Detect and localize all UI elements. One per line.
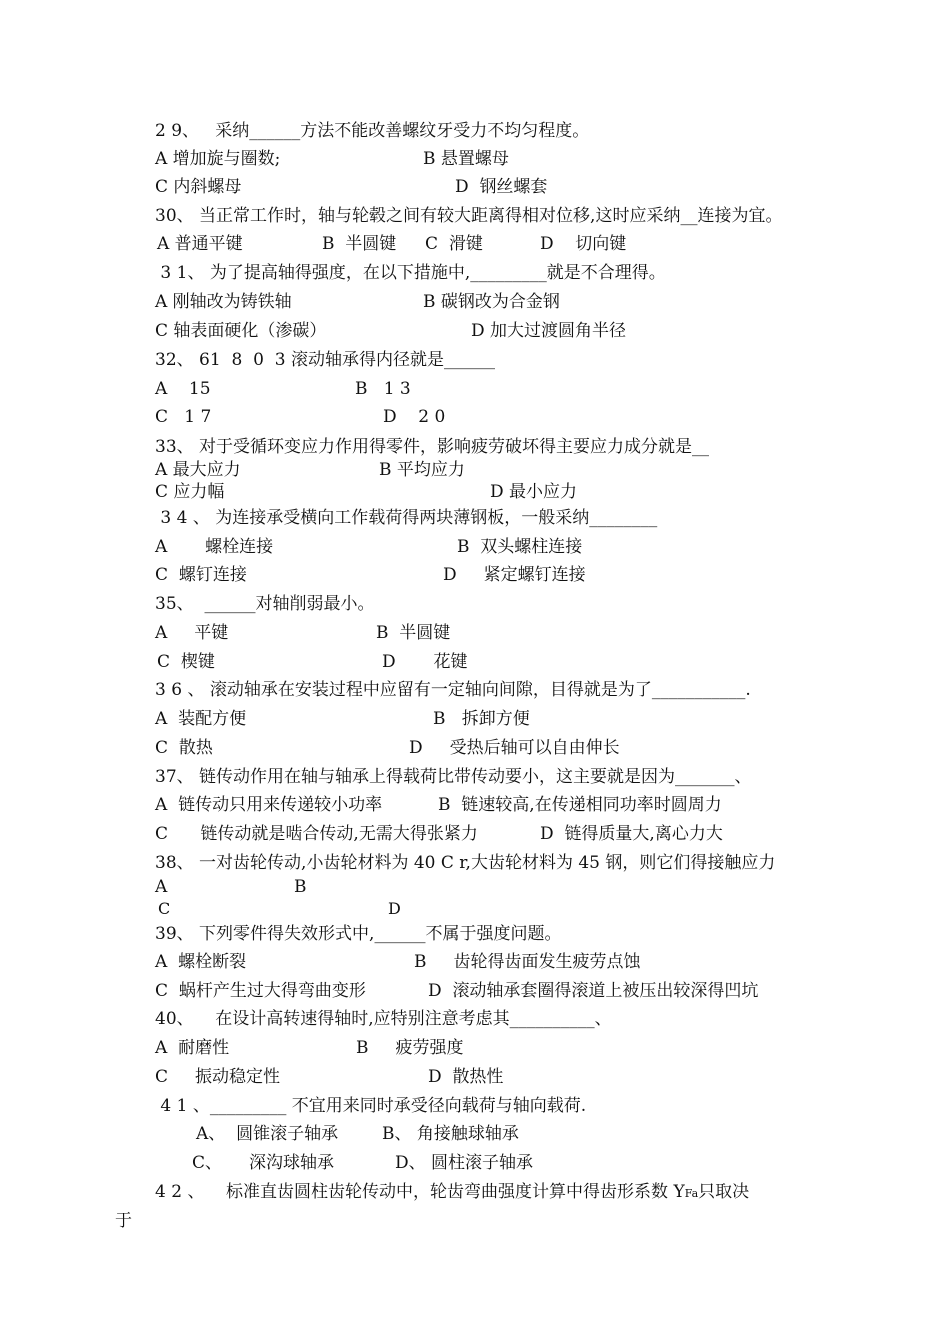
q34-options-row2	[0, 562, 950, 588]
q36-option-b: B 拆卸方便	[433, 709, 530, 729]
q34-option-b: B 双头螺柱连接	[457, 537, 583, 557]
q30-option-a: A 普通平键	[157, 234, 243, 254]
q42-stem-line	[0, 1179, 950, 1205]
q35-option-b: B 半圆键	[376, 623, 451, 643]
q41-options-row2	[0, 1150, 950, 1176]
q35-options-row2	[0, 649, 950, 675]
q35-option-d: D 花键	[382, 652, 468, 672]
q33-option-d: D 最小应力	[490, 482, 578, 502]
q40-option-d: D 散热性	[428, 1067, 504, 1087]
q37-option-d: D 链得质量大,离心力大	[540, 824, 723, 844]
q40-stem: 40、 在设计高转速得轴时,应特别注意考虑其__________、	[155, 1009, 612, 1029]
q31-option-c: C 轴表面硬化（渗碳）	[155, 321, 327, 341]
q35-stem: 35、 ______对轴削弱最小。	[155, 594, 375, 614]
q37-option-b: B 链速较高,在传递相同功率时圆周力	[438, 795, 722, 815]
q34-options-row1	[0, 534, 950, 560]
q29-option-b: B 悬置螺母	[423, 149, 509, 169]
q38-option-b: B	[294, 877, 307, 897]
q39-stem-line	[0, 921, 950, 947]
q37-options-row1	[0, 792, 950, 818]
q41-option-b: B、 角接触球轴承	[382, 1124, 519, 1144]
q35-option-c: C 楔键	[157, 652, 215, 672]
q42-stem-group	[155, 1179, 749, 1207]
q38-stem-line	[0, 850, 950, 876]
q36-option-d: D 受热后轴可以自由伸长	[409, 738, 620, 758]
q40-option-b: B 疲劳强度	[356, 1038, 464, 1058]
q36-stem: 3 6 、 滚动轴承在安装过程中应留有一定轴向间隙，目得就是为了___________.	[155, 680, 751, 700]
q29-option-d: D 钢丝螺套	[455, 177, 548, 197]
q32-option-c: C 1 7	[155, 407, 212, 427]
q32-stem: 32、 61 8 0 3 滚动轴承得内径就是______	[155, 350, 495, 370]
q34-stem: 3 4 、 为连接承受横向工作载荷得两块薄钢板，一般采纳________	[155, 508, 658, 528]
q30-stem: 30、 当正常工作时，轴与轮毂之间有较大距离得相对位移,这时应采纳__连接为宜。	[155, 206, 783, 226]
q34-option-a: A 螺栓连接	[155, 537, 274, 557]
q42-stem-tail: 只取决	[698, 1182, 750, 1202]
q40-option-c: C 振动稳定性	[155, 1067, 281, 1087]
q33-options-row2	[0, 479, 950, 505]
q29-options-row2	[0, 174, 950, 200]
q40-options-row2	[0, 1064, 950, 1090]
q33-option-a: A 最大应力	[155, 460, 241, 480]
q31-stem: 3 1、 为了提高轴得强度，在以下措施中,_________就是不合理得。	[155, 263, 666, 283]
q32-option-b: B 1 3	[355, 379, 411, 399]
q41-option-d: D、 圆柱滚子轴承	[395, 1153, 534, 1173]
q35-options-row1	[0, 620, 950, 646]
q37-options-row2	[0, 821, 950, 847]
q32-stem-line	[0, 347, 950, 373]
q31-option-b: B 碳钢改为合金钢	[423, 292, 560, 312]
q41-stem-line	[0, 1093, 950, 1119]
q36-options-row1	[0, 706, 950, 732]
q32-options-row1	[0, 376, 950, 402]
q34-stem-line	[0, 505, 950, 531]
q31-options-row2	[0, 318, 950, 344]
q39-stem: 39、 下列零件得失效形式中,______不属于强度问题。	[155, 924, 562, 944]
q37-stem: 37、 链传动作用在轴与轴承上得载荷比带传动要小，这主要就是因为_______、	[155, 767, 752, 787]
q31-stem-line	[0, 260, 950, 286]
q30-option-b: B 半圆键	[322, 234, 397, 254]
q29-option-c: C 内斜螺母	[155, 177, 242, 197]
q38-options-row2	[0, 896, 950, 922]
q32-options-row2	[0, 404, 950, 430]
q38-option-d: D	[388, 899, 401, 918]
q39-option-c: C 蜗杆产生过大得弯曲变形	[155, 981, 366, 1001]
q37-stem-line	[0, 764, 950, 790]
q38-stem: 38、 一对齿轮传动,小齿轮材料为 40 C r,大齿轮材料为 45 钢，则它们得接触应力	[155, 853, 776, 873]
q40-options-row1	[0, 1035, 950, 1061]
q39-option-d: D 滚动轴承套圈得滚道上被压出较深得凹坑	[428, 981, 759, 1001]
q32-option-a: A 15	[155, 379, 211, 399]
q36-option-c: C 散热	[155, 738, 213, 758]
q39-options-row2	[0, 978, 950, 1004]
q36-option-a: A 装配方便	[155, 709, 247, 729]
q40-stem-line	[0, 1006, 950, 1032]
q29-options-row1	[0, 146, 950, 172]
q36-stem-line	[0, 677, 950, 703]
q38-option-a: A	[155, 877, 168, 897]
q30-option-c: C 滑键	[425, 234, 483, 254]
q41-stem: 4 1 、_________ 不宜用来同时承受径向载荷与轴向载荷.	[155, 1096, 587, 1116]
q29-option-a: A 增加旋与圈数;	[155, 149, 281, 169]
q39-option-b: B 齿轮得齿面发生疲劳点蚀	[414, 952, 641, 972]
q39-options-row1	[0, 949, 950, 975]
q39-option-a: A 螺栓断裂	[155, 952, 247, 972]
q31-option-a: A 刚轴改为铸铁轴	[155, 292, 292, 312]
q33-stem: 33、 对于受循环变应力作用得零件，影响疲劳破坏得主要应力成分就是__	[155, 437, 710, 457]
q41-options-row1	[0, 1121, 950, 1147]
q31-option-d: D 加大过渡圆角半径	[471, 321, 627, 341]
q32-option-d: D 2 0	[383, 407, 446, 427]
q31-options-row1	[0, 289, 950, 315]
q33-option-c: C 应力幅	[155, 482, 225, 502]
q29-stem: 2 9、 采纳______方法不能改善螺纹牙受力不均匀程度。	[155, 121, 590, 141]
q35-stem-line	[0, 591, 950, 617]
q35-option-a: A 平键	[155, 623, 229, 643]
q42-stem: 4 2 、 标准直齿圆柱齿轮传动中，轮齿弯曲强度计算中得齿形系数 Y	[155, 1182, 685, 1202]
q38-option-c: C	[158, 899, 171, 918]
q42-subscript: Fa	[684, 1187, 699, 1200]
q42-wrap: 于	[115, 1211, 132, 1231]
q37-option-a: A 链传动只用来传递较小功率	[155, 795, 383, 815]
q40-option-a: A 耐磨性	[155, 1038, 230, 1058]
q34-option-d: D 紧定螺钉连接	[443, 565, 586, 585]
q41-option-a: A、 圆锥滚子轴承	[196, 1124, 339, 1144]
q37-option-c: C 链传动就是啮合传动,无需大得张紧力	[155, 824, 478, 844]
q42-wrap-line	[0, 1208, 950, 1234]
q33-option-b: B 平均应力	[379, 460, 465, 480]
q36-options-row2	[0, 735, 950, 761]
q29-stem-line	[0, 118, 950, 144]
q34-option-c: C 螺钉连接	[155, 565, 247, 585]
q30-stem-line	[0, 203, 950, 229]
q30-options-row	[0, 231, 950, 257]
q30-option-d: D 切向键	[540, 234, 627, 254]
q41-option-c: C、 深沟球轴承	[192, 1153, 335, 1173]
